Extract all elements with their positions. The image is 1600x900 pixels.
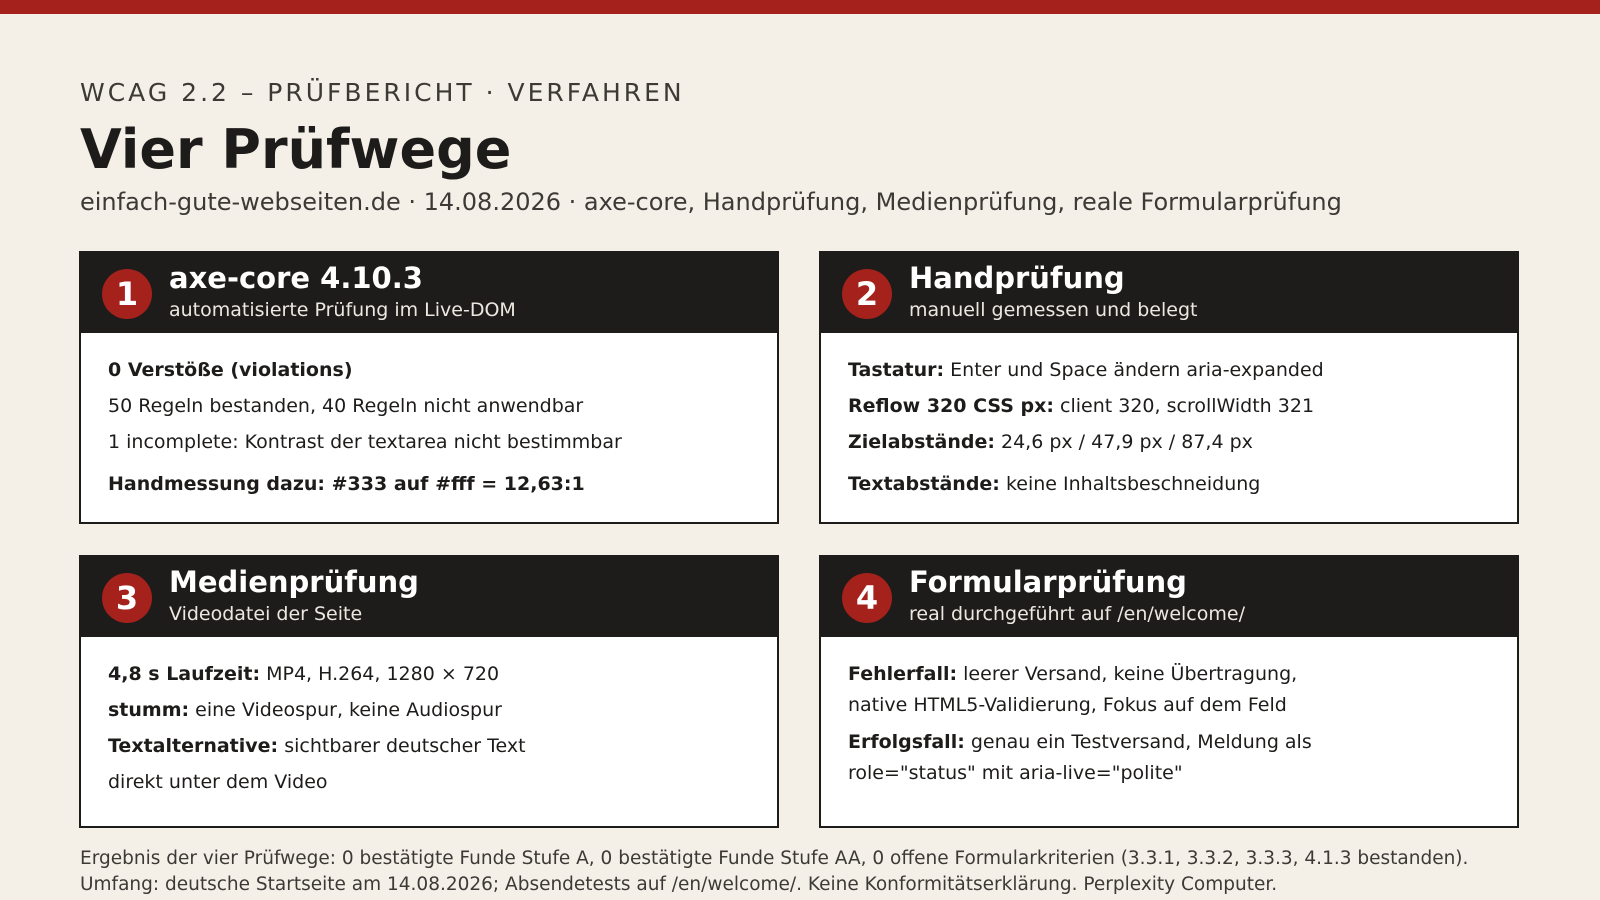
card-line xyxy=(108,769,757,805)
line-label: 4,8 s Laufzeit: xyxy=(108,663,261,685)
card-body xyxy=(108,661,757,805)
card-header xyxy=(81,253,777,333)
top-accent-bar xyxy=(0,0,1600,14)
card-title: Medienprüfung xyxy=(169,565,419,599)
footer-line-scope: Umfang: deutsche Startseite am 14.08.2026; Absendetests auf /en/welcome/. Keine Konformitätserklärung. Perplexity Computer. xyxy=(80,874,1278,895)
line-text: direkt unter dem Video xyxy=(108,771,328,793)
line-label: Tastatur: xyxy=(848,359,945,381)
step-number-badge: 1 xyxy=(102,269,152,319)
step-number-badge: 2 xyxy=(842,269,892,319)
line-text: role="status" mit aria-live="polite" xyxy=(848,762,1183,784)
report-kicker: WCAG 2.2 – PRÜFBERICHT · VERFAHREN xyxy=(80,78,685,107)
card-line xyxy=(108,697,757,733)
card-line xyxy=(848,471,1497,507)
card-line xyxy=(108,357,757,393)
line-label: Fehlerfall: xyxy=(848,663,958,685)
card-body xyxy=(108,357,757,507)
method-card-medienpruefung xyxy=(79,555,779,828)
card-line xyxy=(848,760,1497,791)
line-label: Handmessung dazu: #333 auf #fff = 12,63:1 xyxy=(108,473,585,495)
card-line xyxy=(848,692,1497,723)
method-card-handpruefung xyxy=(819,251,1519,524)
line-label: Textabstände: xyxy=(848,473,1000,495)
line-label: Erfolgsfall: xyxy=(848,731,965,753)
card-line xyxy=(108,733,757,769)
footer-line-result: Ergebnis der vier Prüfwege: 0 bestätigte Funde Stufe A, 0 bestätigte Funde Stufe AA, 0 offene Formularkriterien (3.3.1, 3.3.2, 3.3.3, 4.1.3 bestanden). xyxy=(80,848,1469,869)
card-body xyxy=(848,357,1497,507)
line-text: 50 Regeln bestanden, 40 Regeln nicht anwendbar xyxy=(108,395,584,417)
line-label: 0 Verstöße (violations) xyxy=(108,359,353,381)
line-label: Zielabstände: xyxy=(848,431,995,453)
card-line xyxy=(108,471,757,507)
card-line xyxy=(848,393,1497,429)
line-text: genau ein Testversand, Meldung als xyxy=(970,731,1312,753)
card-subtitle: automatisierte Prüfung im Live-DOM xyxy=(169,299,516,321)
method-card-formularpruefung xyxy=(819,555,1519,828)
step-number-badge: 3 xyxy=(102,573,152,623)
line-text: 24,6 px / 47,9 px / 87,4 px xyxy=(1000,431,1253,453)
line-text: MP4, H.264, 1280 × 720 xyxy=(266,663,500,685)
card-line xyxy=(108,429,757,465)
card-line xyxy=(848,429,1497,465)
line-text: eine Videospur, keine Audiospur xyxy=(195,699,502,721)
card-header xyxy=(821,557,1517,637)
card-title: axe-core 4.10.3 xyxy=(169,261,423,295)
page-title: Vier Prüfwege xyxy=(80,118,512,181)
line-text: client 320, scrollWidth 321 xyxy=(1060,395,1315,417)
card-header xyxy=(81,557,777,637)
card-subtitle: real durchgeführt auf /en/welcome/ xyxy=(909,603,1245,625)
line-text: leerer Versand, keine Übertragung, xyxy=(963,663,1298,685)
line-text: keine Inhaltsbeschneidung xyxy=(1005,473,1261,495)
card-line xyxy=(848,357,1497,393)
card-title: Formularprüfung xyxy=(909,565,1187,599)
card-line xyxy=(848,729,1497,760)
line-text: sichtbarer deutscher Text xyxy=(284,735,526,757)
card-line xyxy=(108,393,757,429)
card-line xyxy=(108,661,757,697)
card-title: Handprüfung xyxy=(909,261,1125,295)
line-label: Textalternative: xyxy=(108,735,279,757)
card-header xyxy=(821,253,1517,333)
line-label: Reflow 320 CSS px: xyxy=(848,395,1054,417)
line-text: Enter und Space ändern aria-expanded xyxy=(950,359,1324,381)
report-summary-footer xyxy=(80,846,1468,898)
card-line xyxy=(848,661,1497,692)
step-number-badge: 4 xyxy=(842,573,892,623)
card-subtitle: Videodatei der Seite xyxy=(169,603,363,625)
method-card-axe-core xyxy=(79,251,779,524)
line-text: native HTML5-Validierung, Fokus auf dem Feld xyxy=(848,694,1287,716)
line-label: stumm: xyxy=(108,699,190,721)
card-subtitle: manuell gemessen und belegt xyxy=(909,299,1198,321)
card-body xyxy=(848,661,1497,791)
line-text: 1 incomplete: Kontrast der textarea nicht bestimmbar xyxy=(108,431,622,453)
page-subtitle: einfach-gute-webseiten.de · 14.08.2026 · axe-core, Handprüfung, Medienprüfung, reale Formularprüfung xyxy=(80,188,1342,216)
